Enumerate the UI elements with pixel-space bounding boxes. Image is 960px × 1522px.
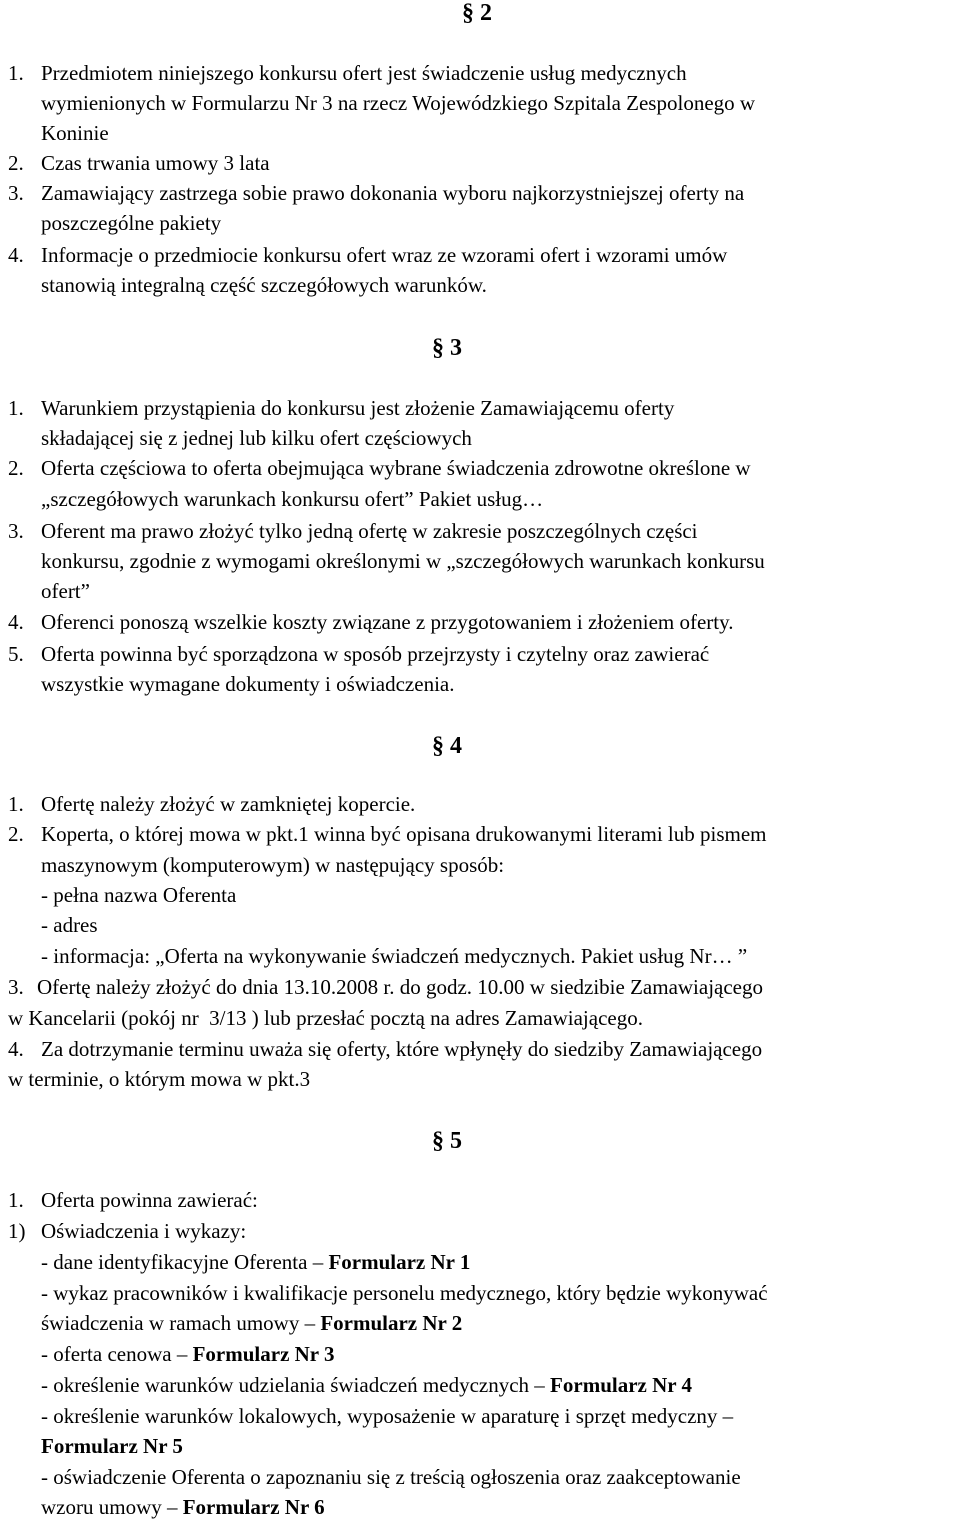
list-item-text: Przedmiotem niniejszego konkursu ofert jest świadczenie usług medycznych	[41, 61, 687, 85]
list-item-text: Oferta powinna być sporządzona w sposób przejrzysty i czytelny oraz zawierać	[41, 642, 710, 666]
form-entry: - oferta cenowa – Formularz Nr 3	[41, 1342, 335, 1366]
list-item-number: 4.	[8, 243, 24, 267]
form-reference: Formularz Nr 6	[182, 1495, 325, 1519]
list-item-text: „szczegółowych warunkach konkursu ofert” Pakiet usług…	[41, 487, 544, 511]
list-item-text: Za dotrzymanie terminu uważa się oferty, które wpłynęły do siedziby Zamawiającego	[41, 1037, 763, 1061]
form-reference: Formularz Nr 5	[41, 1434, 183, 1458]
list-item-number: 1.	[8, 396, 24, 420]
list-item-number: 5.	[8, 642, 24, 666]
list-item-text: Ofertę należy złożyć w zamkniętej kopercie.	[41, 792, 416, 816]
list-item-text: składającej się z jednej lub kilku ofert częściowych	[41, 426, 472, 450]
form-reference: Formularz Nr 2	[320, 1311, 463, 1335]
list-item-text: Warunkiem przystąpienia do konkursu jest złożenie Zamawiającemu oferty	[41, 396, 675, 420]
list-item-number: 1.	[8, 1188, 24, 1212]
list-item-text: Ofertę należy złożyć do dnia 13.10.2008 r. do godz. 10.00 w siedzibie Zamawiającego	[37, 975, 764, 999]
section-heading: § 5	[432, 1128, 462, 1154]
form-entry: - wykaz pracowników i kwalifikacje personelu medycznego, który będzie wykonywać	[41, 1281, 768, 1305]
list-item-text: maszynowym (komputerowym) w następujący sposób:	[41, 853, 505, 877]
list-item-number: 4.	[8, 1037, 24, 1061]
form-reference: Formularz Nr 1	[328, 1250, 471, 1274]
form-reference: Formularz Nr 4	[550, 1373, 692, 1397]
list-item-text: poszczególne pakiety	[41, 211, 222, 235]
list-item-number: 3.	[8, 519, 24, 543]
list-item-text: - pełna nazwa Oferenta	[41, 883, 237, 907]
list-item-text: Oferent ma prawo złożyć tylko jedną ofertę w zakresie poszczególnych części	[41, 519, 698, 543]
list-item-number: 2.	[8, 822, 24, 846]
list-item-text: Oferta częściowa to oferta obejmująca wybrane świadczenia zdrowotne określone w	[41, 456, 751, 480]
list-item-text: w Kancelarii (pokój nr 3/13 ) lub przesłać pocztą na adres Zamawiającego.	[8, 1006, 643, 1030]
list-item-number: 4.	[8, 610, 24, 634]
list-item-text: Koninie	[41, 121, 109, 145]
form-reference: Formularz Nr 3	[192, 1342, 335, 1366]
form-entry: - oświadczenie Oferenta o zapoznaniu się z treścią ogłoszenia oraz zaakceptowanie	[41, 1465, 741, 1489]
list-item-number: 1.	[8, 792, 24, 816]
list-item-text: - informacja: „Oferta na wykonywanie świadczeń medycznych. Pakiet usług Nr… ”	[41, 944, 748, 968]
list-item-text: - adres	[41, 913, 98, 937]
list-item-text: Zamawiający zastrzega sobie prawo dokonania wyboru najkorzystniejszej oferty na	[41, 181, 745, 205]
list-item-text: wszystkie wymagane dokumenty i oświadczenia.	[41, 672, 455, 696]
list-item-text: Oferenci ponoszą wszelkie koszty związane z przygotowaniem i złożeniem oferty.	[41, 610, 734, 634]
section-heading: § 2	[462, 0, 492, 26]
list-item-number: 1)	[8, 1219, 26, 1243]
list-item-text: Czas trwania umowy 3 lata	[41, 151, 270, 175]
list-item-text: Oferta powinna zawierać:	[41, 1188, 258, 1212]
list-item-text: stanowią integralną część szczegółowych warunków.	[41, 273, 487, 297]
list-item-text: Oświadczenia i wykazy:	[41, 1219, 247, 1243]
list-item-number: 2.	[8, 456, 24, 480]
list-item-number: 3.	[8, 181, 24, 205]
list-item-text: wymienionych w Formularzu Nr 3 na rzecz Wojewódzkiego Szpitala Zespolonego w	[41, 91, 756, 115]
form-entry: - dane identyfikacyjne Oferenta – Formularz Nr 1	[41, 1250, 471, 1274]
form-entry: wzoru umowy – Formularz Nr 6	[41, 1495, 325, 1519]
form-entry	[41, 1431, 183, 1461]
form-entry: - określenie warunków lokalowych, wyposażenie w aparaturę i sprzęt medyczny –	[41, 1404, 734, 1428]
list-item-text: w terminie, o którym mowa w pkt.3	[8, 1067, 311, 1091]
form-entry: świadczenia w ramach umowy – Formularz Nr 2	[41, 1311, 463, 1335]
list-item-text: Koperta, o której mowa w pkt.1 winna być opisana drukowanymi literami lub pismem	[41, 822, 767, 846]
list-item-text: konkursu, zgodnie z wymogami określonymi w „szczegółowych warunkach konkursu	[41, 549, 765, 573]
section-heading: § 3	[432, 335, 462, 361]
list-item-number: 3.	[8, 975, 24, 999]
list-item-number: 2.	[8, 151, 24, 175]
form-entry: - określenie warunków udzielania świadczeń medycznych – Formularz Nr 4	[41, 1373, 692, 1397]
list-item-number: 1.	[8, 61, 24, 85]
list-item-text: Informacje o przedmiocie konkursu ofert wraz ze wzorami ofert i wzorami umów	[41, 243, 728, 267]
section-heading: § 4	[432, 733, 462, 759]
list-item-text: ofert”	[41, 579, 90, 603]
